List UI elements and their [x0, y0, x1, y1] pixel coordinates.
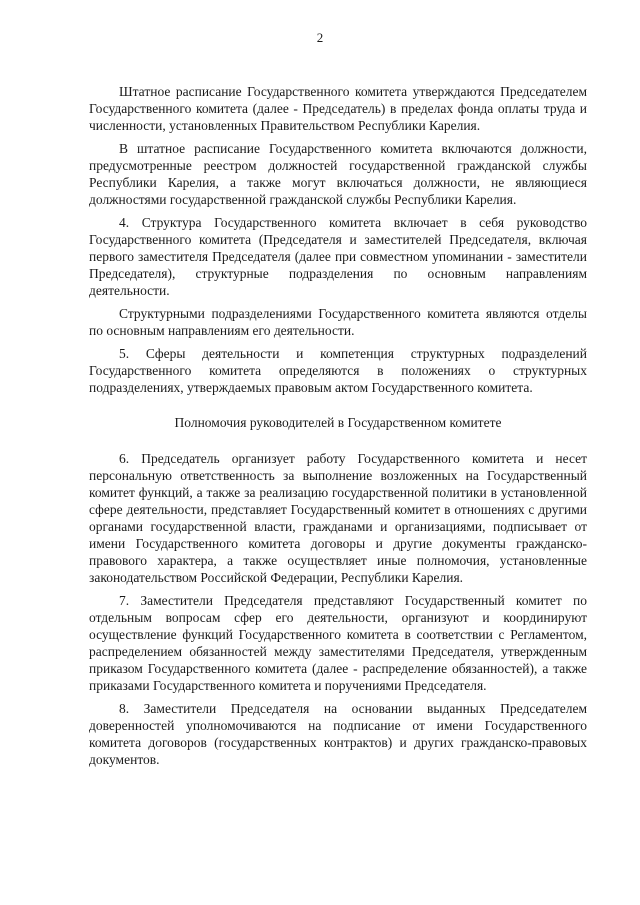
paragraph: 6. Председатель организует работу Государственного комитета и несет персональную ответственность за выполнение возложенных на Государственный комитет функций, а также за реализацию государственной политики в установленной сфере деятельности, представляет Государственный комитет в отношениях с другими органами государственной власти, гражданами и организациями, подписывает от имени Государственного комитета договоры и другие документы гражданско-правового характера, а также осуществляет иные полномочия, установленные законодательством Российской Федерации, Республики Карелия.: [89, 451, 587, 585]
paragraph: 7. Заместители Председателя представляют Государственный комитет по отдельным вопросам сфер его деятельности, организуют и координируют осуществление функций Государственного комитета в соответствии с Регламентом, распределением обязанностей между заместителями Председателя, утвержденным приказом Государственного комитета (далее - распределение обязанностей), а также приказами Государственного комитета и поручениями Председателя.: [89, 593, 587, 693]
paragraph: Штатное расписание Государственного комитета утверждаются Председателем Государственного комитета (далее - Председатель) в пределах фонда оплаты труда и численности, установленных Правительством Республики Карелия.: [89, 84, 587, 133]
paragraph: В штатное расписание Государственного комитета включаются должности, предусмотренные реестром должностей государственной гражданской службы Республики Карелия, а также могут включаться должности, не являющиеся должностями государственной гражданской службы Республики Карелия.: [89, 141, 587, 207]
paragraph: 5. Сферы деятельности и компетенция структурных подразделений Государственного комитета определяются в положениях о структурных подразделениях, утверждаемых правовым актом Государственного комитета.: [89, 346, 587, 395]
page-number: 2: [316, 30, 324, 45]
paragraph: 8. Заместители Председателя на основании выданных Председателем доверенностей уполномочиваются на подписание от имени Государственного комитета договоров (государственных контрактов) и других гражданско-правовых документов.: [89, 701, 587, 767]
section-heading: Полномочия руководителей в Государственном комитете: [174, 415, 502, 430]
paragraph: 4. Структура Государственного комитета включает в себя руководство Государственного комитета (Председателя и заместителей Председателя, включая первого заместителя Председателя (далее при совместном упоминании - заместители Председателя), структурные подразделения по основным направлениям деятельности.: [89, 215, 587, 298]
paragraph: Структурными подразделениями Государственного комитета являются отделы по основным направлениям его деятельности.: [89, 306, 587, 338]
document-body: [89, 83, 587, 768]
